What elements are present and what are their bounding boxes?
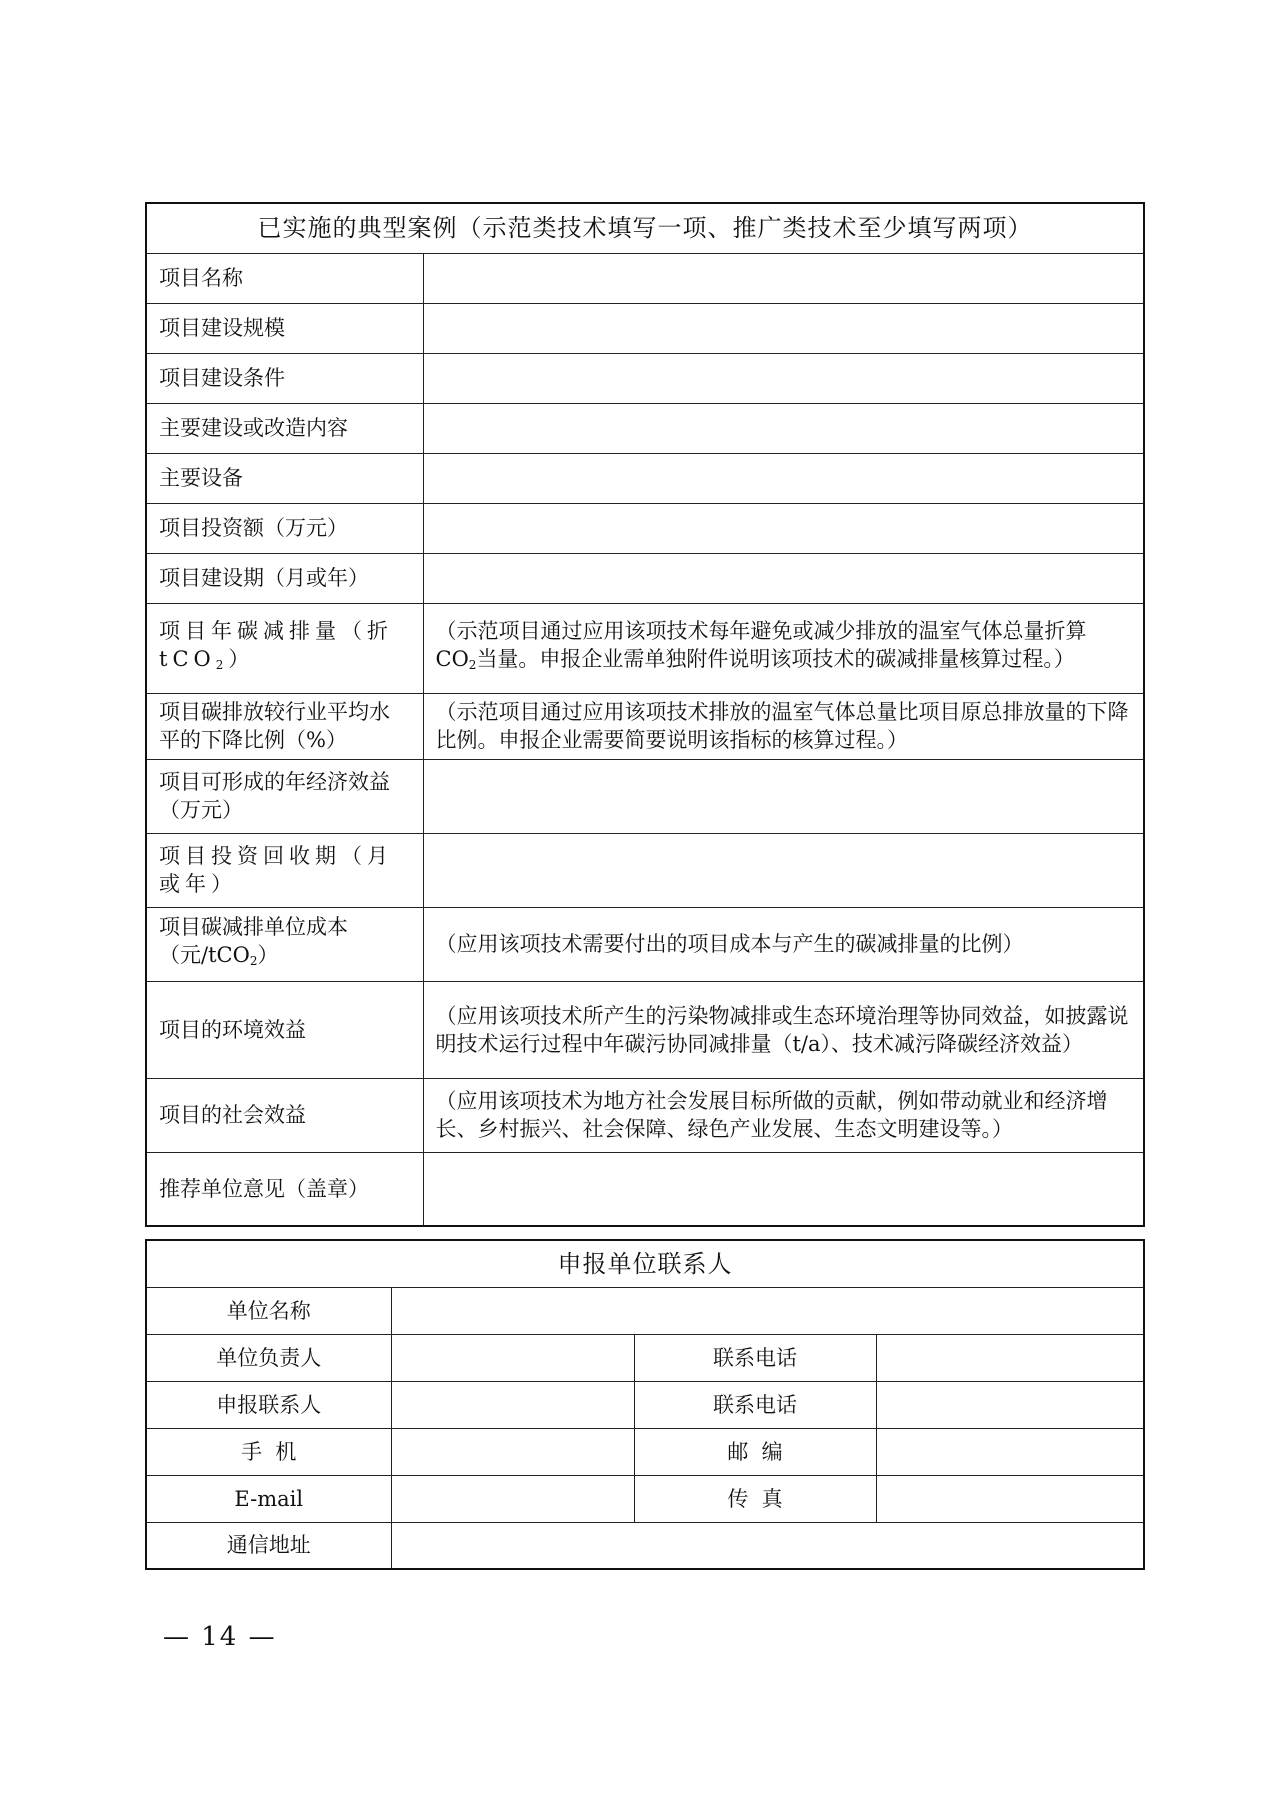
input-org-name[interactable] bbox=[391, 1287, 1144, 1334]
input-main-content[interactable] bbox=[423, 403, 1144, 453]
typical-case-table bbox=[145, 202, 1145, 1227]
label-fax: 传 真 bbox=[634, 1475, 876, 1522]
input-main-equipment[interactable] bbox=[423, 453, 1144, 503]
label-recommending-unit-opinion: 推荐单位意见（盖章） bbox=[146, 1152, 423, 1226]
input-social-benefit[interactable]: （应用该项技术为地方社会发展目标所做的贡献，例如带动就业和经济增长、乡村振兴、社会保障、绿色产业发展、生态文明建设等。） bbox=[423, 1078, 1144, 1152]
label-environmental-benefit: 项目的环境效益 bbox=[146, 981, 423, 1078]
label-project-name: 项目名称 bbox=[146, 253, 423, 303]
label-main-equipment: 主要设备 bbox=[146, 453, 423, 503]
input-postcode[interactable] bbox=[876, 1428, 1144, 1475]
label-mailing-address: 通信地址 bbox=[146, 1522, 391, 1569]
typical-case-title: 已实施的典型案例（示范类技术填写一项、推广类技术至少填写两项） bbox=[146, 203, 1144, 253]
input-email[interactable] bbox=[391, 1475, 634, 1522]
input-applicant-contact[interactable] bbox=[391, 1381, 634, 1428]
hint-annual-carbon-reduction-rest: 当量。申报企业需单独附件说明该项技术的碳减排量核算过程。） bbox=[476, 647, 1075, 671]
input-applicant-phone[interactable] bbox=[876, 1381, 1144, 1428]
input-project-name[interactable] bbox=[423, 253, 1144, 303]
label-annual-carbon-reduction bbox=[146, 603, 423, 693]
input-payback-period[interactable] bbox=[423, 833, 1144, 907]
label-main-content: 主要建设或改造内容 bbox=[146, 403, 423, 453]
contact-section-title: 申报单位联系人 bbox=[146, 1240, 1144, 1287]
label-unit-reduction-cost bbox=[146, 907, 423, 981]
input-fax[interactable] bbox=[876, 1475, 1144, 1522]
page-number: — 14 — bbox=[163, 1622, 277, 1652]
label-org-name: 单位名称 bbox=[146, 1287, 391, 1334]
input-emission-decline-ratio[interactable]: （示范项目通过应用该项技术排放的温室气体总量比项目原总排放量的下降比例。申报企业需要简要说明该指标的核算过程。） bbox=[423, 693, 1144, 759]
label-annual-economic-benefit: 项目可形成的年经济效益（万元） bbox=[146, 759, 423, 833]
input-mailing-address[interactable] bbox=[391, 1522, 1144, 1569]
input-org-head[interactable] bbox=[391, 1334, 634, 1381]
label-unit-reduction-cost-sub: 2 bbox=[249, 954, 258, 968]
label-emission-decline-ratio: 项目碳排放较行业平均水平的下降比例（%） bbox=[146, 693, 423, 759]
input-org-head-phone[interactable] bbox=[876, 1334, 1144, 1381]
contact-table bbox=[145, 1239, 1145, 1570]
label-email: E-mail bbox=[146, 1475, 391, 1522]
hint-annual-carbon-reduction: （示范项目通过应用该项技术每年避免或减少排放的温室气体总量折算 CO bbox=[435, 619, 1087, 671]
label-postcode: 邮 编 bbox=[634, 1428, 876, 1475]
label-payback-period: 项目投资回收期（月或年） bbox=[146, 833, 423, 907]
label-investment: 项目投资额（万元） bbox=[146, 503, 423, 553]
input-project-conditions[interactable] bbox=[423, 353, 1144, 403]
input-investment[interactable] bbox=[423, 503, 1144, 553]
hint-annual-carbon-reduction-sub: 2 bbox=[468, 658, 477, 672]
label-org-head: 单位负责人 bbox=[146, 1334, 391, 1381]
label-social-benefit: 项目的社会效益 bbox=[146, 1078, 423, 1152]
label-org-head-phone: 联系电话 bbox=[634, 1334, 876, 1381]
label-applicant-phone: 联系电话 bbox=[634, 1381, 876, 1428]
label-construction-period: 项目建设期（月或年） bbox=[146, 553, 423, 603]
input-mobile[interactable] bbox=[391, 1428, 634, 1475]
label-applicant-contact: 申报联系人 bbox=[146, 1381, 391, 1428]
label-project-scale: 项目建设规模 bbox=[146, 303, 423, 353]
label-mobile: 手 机 bbox=[146, 1428, 391, 1475]
label-annual-carbon-reduction-text: 项目年碳减排量（折tCO bbox=[159, 619, 393, 671]
label-unit-reduction-cost-close: ） bbox=[257, 943, 279, 967]
input-annual-carbon-reduction[interactable] bbox=[423, 603, 1144, 693]
input-construction-period[interactable] bbox=[423, 553, 1144, 603]
label-annual-carbon-reduction-sub: 2 bbox=[215, 658, 229, 672]
label-annual-carbon-reduction-close: ） bbox=[228, 647, 255, 671]
input-unit-reduction-cost[interactable]: （应用该项技术需要付出的项目成本与产生的碳减排量的比例） bbox=[423, 907, 1144, 981]
input-annual-economic-benefit[interactable] bbox=[423, 759, 1144, 833]
input-project-scale[interactable] bbox=[423, 303, 1144, 353]
input-recommending-unit-opinion[interactable] bbox=[423, 1152, 1144, 1226]
input-environmental-benefit[interactable]: （应用该项技术所产生的污染物减排或生态环境治理等协同效益，如披露说明技术运行过程中年碳污协同减排量（t/a）、技术减污降碳经济效益） bbox=[423, 981, 1144, 1078]
label-project-conditions: 项目建设条件 bbox=[146, 353, 423, 403]
label-unit-reduction-cost-text: 项目碳减排单位成本（元/tCO bbox=[159, 915, 348, 967]
